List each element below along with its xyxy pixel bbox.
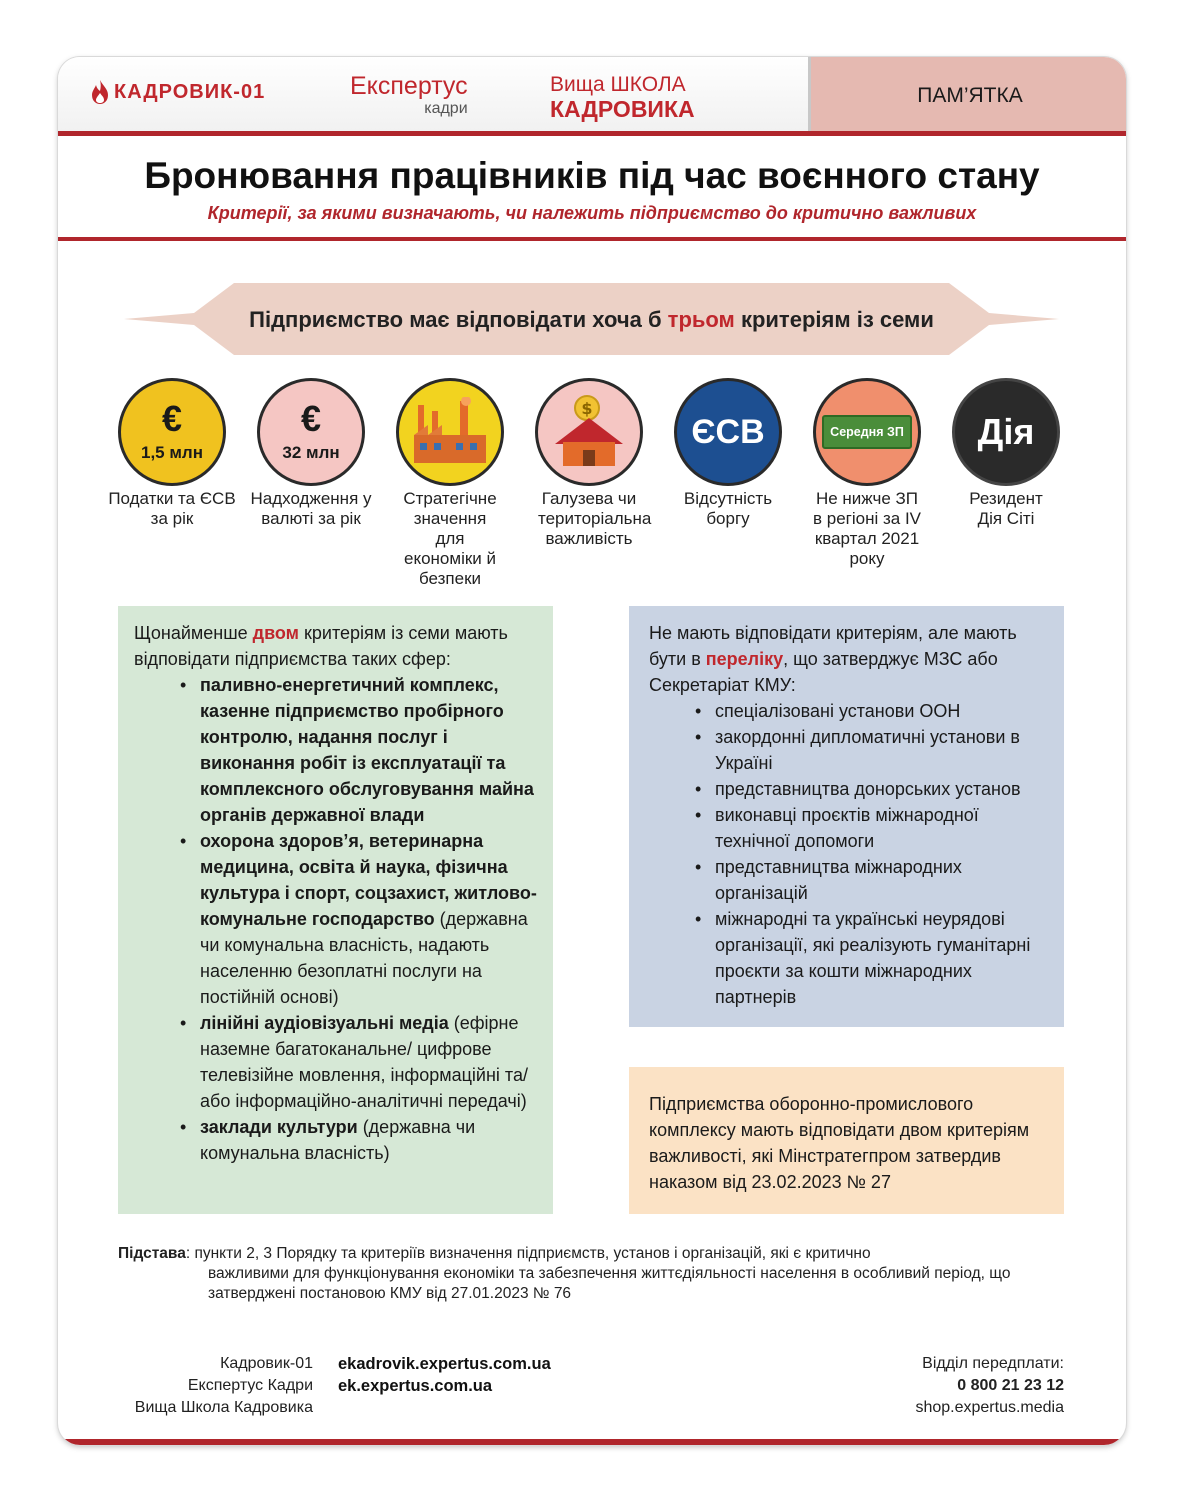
memo-card	[58, 57, 1126, 1445]
euro-icon: € 1,5 млн	[118, 378, 226, 486]
logo-text: КАДРОВИК-01	[114, 80, 266, 103]
criterion-caption: Галузева чи територіальна важливість	[538, 489, 652, 548]
footer-contacts	[864, 1353, 1064, 1419]
two-criteria-box	[118, 606, 553, 1214]
green-list	[134, 672, 537, 1166]
footer-sites	[338, 1353, 551, 1397]
memo-tab-label: ПАМ’ЯТКА	[917, 84, 1023, 107]
divider	[58, 237, 1126, 241]
factory-icon	[396, 378, 504, 486]
list-item: • представництва донорських установ	[649, 776, 1048, 802]
esv-icon: ЄСВ	[674, 378, 782, 486]
diia-icon: Дія	[952, 378, 1060, 486]
page-title: Бронювання працівників під час воєнного стану	[144, 155, 1040, 196]
blue-list	[649, 698, 1048, 1010]
bottom-bar	[58, 1439, 1126, 1445]
school-logo[interactable]	[550, 73, 695, 121]
expertus-logo[interactable]	[350, 73, 468, 119]
euro-icon: € 32 млн	[257, 378, 365, 486]
logo-text: Експертус	[350, 72, 468, 100]
site-link[interactable]: ek.expertus.com.ua	[338, 1377, 493, 1395]
criterion-caption: Податки та ЄСВ за рік	[108, 489, 236, 528]
legal-basis	[118, 1244, 1078, 1304]
list-item: • спеціалізовані установи ООН	[649, 698, 1048, 724]
criterion-caption: Стратегічне значення для економіки й безпеки	[403, 489, 497, 588]
house-coin-icon	[535, 378, 643, 486]
banner-text: Підприємство має відповідати хоча б трьом критеріям із семи	[249, 307, 934, 332]
criterion-caption: Резидент Дія Сіті	[969, 489, 1043, 528]
criteria-banner	[124, 283, 1059, 355]
list-item: • охорона здоров’я, ветеринарна медицина, освіта й наука, фізична культура і спорт, соцзахист, житлово-комунальне господарство (державна чи комунальна власність, надають населенню безоплатні послуги на постійній основі)	[134, 828, 537, 1010]
footer-name: Кадровик-01	[220, 1355, 313, 1372]
logo-text: КАДРОВИКА	[550, 96, 695, 122]
phone-link[interactable]: 0 800 21 23 12	[957, 1377, 1064, 1394]
blue-intro: Не мають відповідати критеріям, але мають бути в переліку, що затверджує МЗС або Секретаріат КМУ:	[649, 623, 1017, 695]
basis-text: : пункти 2, 3 Порядку та критеріїв визначення підприємств, установ і організацій, які є критично	[185, 1245, 871, 1262]
footer-names	[118, 1353, 313, 1419]
footer-name: Експертус Кадри	[187, 1377, 313, 1394]
defense-industry-box	[629, 1067, 1064, 1214]
memo-tab	[808, 57, 1126, 131]
header	[58, 57, 1126, 136]
kadrovik-logo[interactable]	[90, 79, 265, 105]
list-item: • виконавці проєктів міжнародної технічної допомоги	[649, 802, 1048, 854]
svg-text:$: $	[581, 399, 593, 418]
list-item: • представництва міжнародних організацій	[649, 854, 1048, 906]
basis-text: важливими для функціонування економіки та забезпечення життєдіяльності населення в особливий період, що затверджені постановою КМУ від 27.01.2023 № 76	[208, 1265, 1011, 1302]
logo-text: Вища ШКОЛА	[550, 73, 686, 96]
basis-label: Підстава	[118, 1245, 186, 1262]
green-intro: Щонайменше двом критеріям із семи мають відповідати підприємства таких сфер:	[134, 623, 508, 669]
money-icon: Середня ЗП	[813, 378, 921, 486]
site-link[interactable]: ekadrovik.expertus.com.ua	[338, 1355, 551, 1373]
logo-text: кадри	[424, 100, 468, 117]
criterion-caption: Відсутність боргу	[683, 489, 773, 528]
list-item: • паливно-енергетичний комплекс, казенне підприємство пробірного контролю, надання послуг і виконання робіт із експлуатації та комплексного обслуговування майна органів державної влади	[134, 672, 537, 828]
shop-link[interactable]: shop.expertus.media	[915, 1399, 1064, 1416]
defense-text: Підприємства оборонно-промислового комплексу мають відповідати двом критеріям важливості, які Мінстратегпром затвердив наказом від 23.02.2023 № 27	[649, 1094, 1030, 1192]
page-subtitle: Критерії, за якими визначають, чи належить підприємство до критично важливих	[207, 203, 977, 223]
criterion-caption: Не нижче ЗП в регіоні за IV квартал 2021 року	[812, 489, 922, 568]
criterion-caption: Надходження у валюті за рік	[250, 489, 372, 528]
list-item: • лінійні аудіовізуальні медіа (ефірне наземне багатоканальне/ цифрове телевізійне мовлення, інформаційні та/або інформаційно-аналітичні передачі)	[134, 1010, 537, 1114]
footer-name: Вища Школа Кадровика	[134, 1399, 313, 1416]
list-item: • заклади культури (державна чи комунальна власність)	[134, 1114, 537, 1166]
subscription-label: Відділ передплати:	[922, 1355, 1064, 1372]
flame-icon	[90, 79, 110, 105]
list-exemption-box	[629, 606, 1064, 1027]
list-item: • міжнародні та українські неурядові організації, які реалізують гуманітарні проєкти за кошти міжнародних партнерів	[649, 906, 1048, 1010]
list-item: • закордонні дипломатичні установи в Україні	[649, 724, 1048, 776]
